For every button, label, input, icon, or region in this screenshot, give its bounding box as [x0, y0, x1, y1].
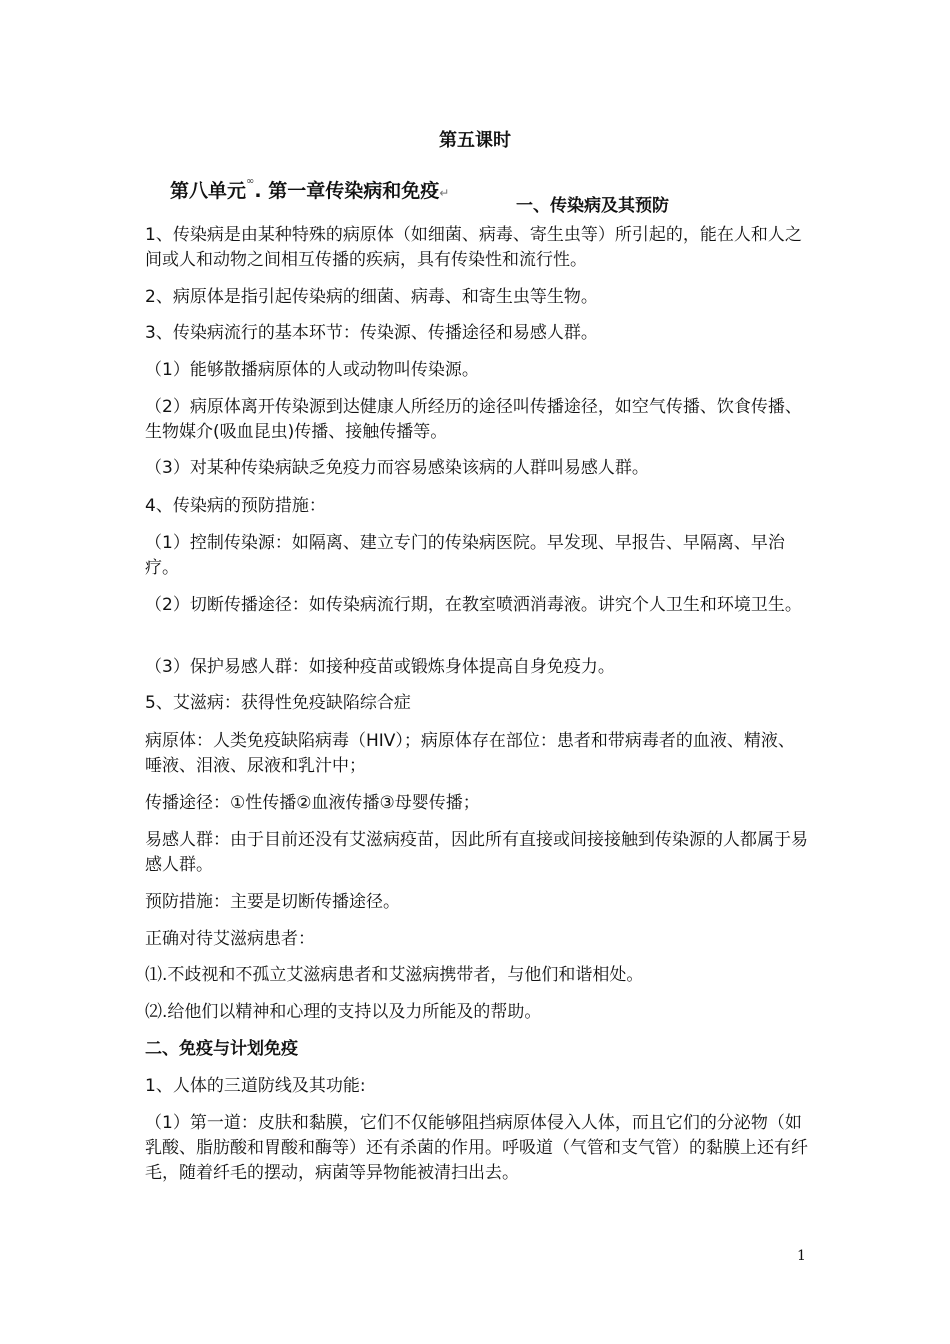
page-number: 1 — [797, 1248, 806, 1264]
paragraph: （1）能够散播病原体的人或动物叫传染源。 — [145, 360, 479, 380]
paragraph: （2）切断传播途径：如传染病流行期，在教室喷洒消毒液。讲究个人卫生和环境卫生。 — [145, 595, 802, 615]
paragraph: 3、传染病流行的基本环节：传染源、传播途径和易感人群。 — [145, 323, 598, 343]
paragraph: 传播途径：①性传播②血液传播③母婴传播； — [145, 793, 480, 813]
unit-heading-text: 第八单元 — [170, 180, 247, 202]
unit-heading-chapter: . 第一章传染病和免疫 — [254, 180, 440, 202]
section-heading-1: 一、传染病及其预防 — [516, 196, 669, 216]
paragraph: （3）保护易感人群：如接种疫苗或锻炼身体提高自身免疫力。 — [145, 657, 615, 677]
paragraph: ⑵.给他们以精神和心理的支持以及力所能及的帮助。 — [145, 1002, 542, 1022]
unit-heading-mark: ∞ — [246, 176, 255, 187]
paragraph: 1、传染病是由某种特殊的病原体（如细菌、病毒、寄生虫等）所引起的，能在人和人之间或人和动物之间相互传播的疾病，具有传染性和流行性。 — [145, 225, 802, 270]
paragraph: （1）第一道：皮肤和黏膜，它们不仅能够阻挡病原体侵入人体，而且它们的分泌物（如乳酸、脂肪酸和胃酸和酶等）还有杀菌的作用。呼吸道（气管和支气管）的黏膜上还有纤毛，随着纤毛的摆动，病菌等异物能被清扫出去。 — [145, 1113, 808, 1183]
paragraph: 正确对待艾滋病患者： — [145, 929, 315, 949]
page-title: 第五课时 — [439, 130, 511, 151]
section-heading-2: 二、免疫与计划免疫 — [145, 1039, 298, 1059]
paragraph: 病原体：人类免疫缺陷病毒（HIV）；病原体存在部位：患者和带病毒者的血液、精液、唾液、泪液、尿液和乳汁中； — [145, 731, 795, 776]
paragraph: ⑴.不歧视和不孤立艾滋病患者和艾滋病携带者，与他们和谐相处。 — [145, 965, 644, 985]
paragraph: （1）控制传染源：如隔离、建立专门的传染病医院。早发现、早报告、早隔离、早治疗。 — [145, 533, 785, 578]
paragraph: 易感人群：由于目前还没有艾滋病疫苗，因此所有直接或间接接触到传染源的人都属于易感人群。 — [145, 830, 808, 875]
paragraph: 5、艾滋病：获得性免疫缺陷综合症 — [145, 693, 411, 713]
unit-heading — [170, 176, 449, 203]
paragraph: （2）病原体离开传染源到达健康人所经历的途径叫传播途径，如空气传播、饮食传播、生物媒介(吸血昆虫)传播、接触传播等。 — [145, 397, 802, 442]
paragraph: 1、人体的三道防线及其功能: — [145, 1076, 366, 1096]
paragraph: 4、传染病的预防措施： — [145, 496, 326, 516]
return-mark-icon: ↵ — [439, 186, 450, 200]
paragraph: 预防措施：主要是切断传播途径。 — [145, 892, 400, 912]
paragraph: 2、病原体是指引起传染病的细菌、病毒、和寄生虫等生物。 — [145, 287, 598, 307]
paragraph: （3）对某种传染病缺乏免疫力而容易感染该病的人群叫易感人群。 — [145, 458, 649, 478]
